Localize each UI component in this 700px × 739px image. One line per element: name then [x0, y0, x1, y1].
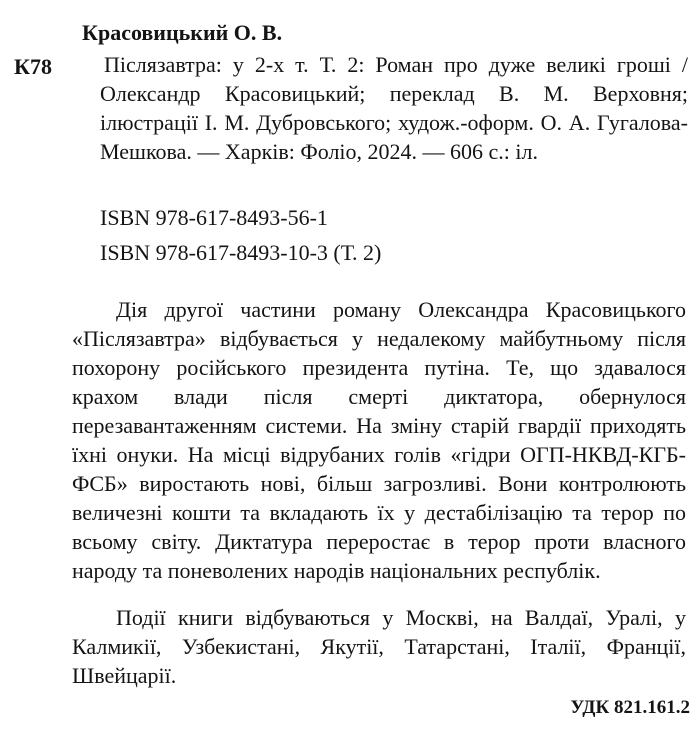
annotation-paragraph: Події книги відбуваються у Москві, на Валдаї, Уралі, у Калмикії, Узбекистані, Якутії, Татарстані, Італії, Франції, Швейцарії. — [72, 605, 686, 688]
isbn-series: ISBN 978-617-8493-56-1 — [100, 205, 328, 230]
isbn-volume: ISBN 978-617-8493-10-3 (Т. 2) — [100, 240, 382, 265]
udc-code: УДК 821.161.2 — [570, 697, 690, 718]
bibliographic-description: Післязавтра: у 2-х т. Т. 2: Роман про дуже великі гроші / Олександр Красовицький; переклад В. М. Верховня; ілюстрації І. М. Дубровського; худож.-оформ. О. А. Гугалова-Мешкова. — Харків: Фоліо, 2024. — 606 с.: іл. — [100, 52, 688, 164]
author-heading: Красовицький О. В. — [82, 20, 283, 45]
annotation-paragraph: Дія другої частини роману Олександра Красовицького «Післязавтра» відбувається у недалекому майбутньому після похорону російського президента путіна. Те, що здавалося крахом влади після смерті диктатора, обернулося перезавантаженням системи. На зміну старій гвардії приходять їхні онуки. На місці відрубаних голів «гідри ОГП-НКВД-КГБ-ФСБ» виростають нові, більш загрозливі. Вони контролюють величезні кошти та вкладають їх у дестабілізацію та терор по всьому світу. Диктатура переростає в терор проти власного народу та поневолених народів національних республік. — [72, 297, 686, 583]
class-code: К78 — [14, 54, 52, 79]
